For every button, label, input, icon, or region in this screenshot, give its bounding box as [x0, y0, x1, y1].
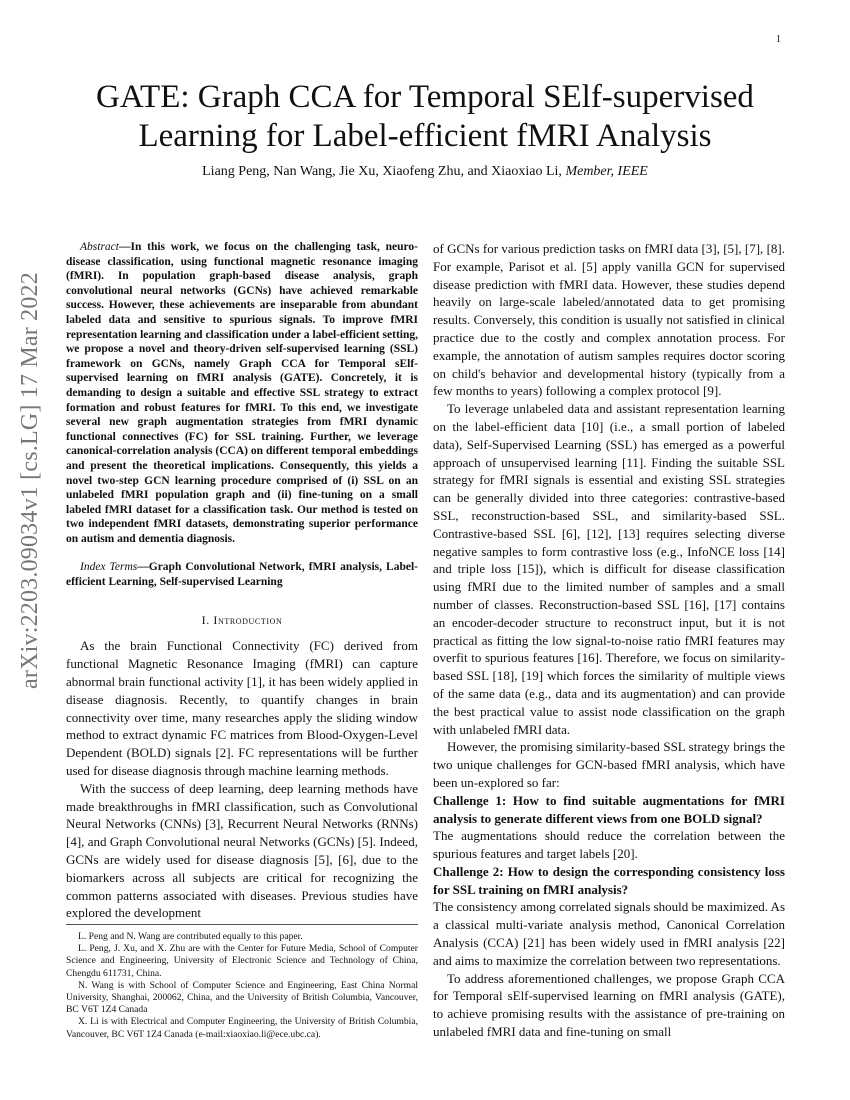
challenge-2-heading: Challenge 2: How to design the corresponding consistency loss for SSL training on fMRI analysis?: [433, 863, 785, 897]
footnote: X. Li is with Electrical and Computer Engineering, the University of British Columbia, Vancouver, BC V6T 1Z4 Canada (e-mail:xiaoxiao.li@ece.ubc.ca).: [66, 1016, 418, 1040]
page-number: 1: [776, 34, 781, 45]
footnote: L. Peng and N. Wang are contributed equally to this paper.: [78, 931, 303, 942]
paper-title: [60, 78, 790, 156]
challenge-1-text: The augmentations should reduce the correlation between the spurious features and target labels [20].: [433, 828, 785, 862]
intro-paragraph-1: As the brain Functional Connectivity (FC) derived from functional Magnetic Resonance Imaging (fMRI) can capture abnormal brain functional activity [1], it has been widely applied in disease diagnosis. Recently, to quantify changes in brain connectivity over time, many researches apply the sliding window method to extract dynamic FC matrices from Blood-Oxygen-Level Dependent (BOLD) signals [2]. FC representations will be further used for disease diagnosis through machine learning methods.: [66, 638, 418, 779]
body-paragraph-proposal: To address aforementioned challenges, we propose Graph CCA for Temporal sElf-supervised learning on fMRI analysis (GATE), to achieve promising results with the assistance of pre-training on unlabeled fMRI data and fine-tuning on small: [433, 970, 785, 1040]
body-paragraph-ssl: To leverage unlabeled data and assistant representation learning on the label-efficient data [10] (i.e., a small portion of labeled data), Self-Supervised Learning (SSL) has emerged as a powerful approach of unsupervised learning [11]. Finding the suitable SSL strategy for fMRI signals is essential and existing SSL strategies can be generally divided into three categories: contrastive-based SSL, reconstruction-based SSL, and similarity-based SSL. Contrastive-based SSL [6], [12], [13] requires selecting diverse negative samples to form contrastive loss (e.g., InfoNCE loss [14] and triple loss [15]), which is difficult for disease classification using fMRI due to the limited number of samples and a small number of classes. Reconstruction-based SSL [16], [17] contains an encoder-decoder structure to reconstruct input, but it is not practical as fitting the low signal-to-noise ratio fMRI features may overfit to spurious features [16]. Therefore, we focus on similarity-based SSL [18], [19] which forces the similarity of multiple views of the same data (e.g., data and its augmentation) and can provide the best practical value to assist node classification on the graph with unlabeled fMRI data.: [433, 401, 785, 737]
body-paragraph-challenges-intro: However, the promising similarity-based SSL strategy brings the two unique challenges for GCN-based fMRI analysis, which have been un-explored so far:: [433, 739, 785, 790]
left-column: [66, 240, 418, 922]
author-list: [60, 164, 790, 180]
abstract-text: —In this work, we focus on the challenging task, neuro-disease classification, using functional magnetic resonance imaging (fMRI). In population graph-based disease analysis, graph convolutional neural networks (GCNs) have achieved remarkable success. However, these achievements are inseparable from abundant labeled data and sensitive to spurious signals. To improve fMRI representation learning and classification under a label-efficient setting, we propose a novel and theory-driven self-supervised learning (SSL) framework on GCNs, namely Graph CCA for Temporal sElf-supervised learning on fMRI analysis (GATE). Concretely, it is demanding to design a suitable and effective SSL strategy to extract formation and robust features for fMRI. To this end, we investigate several new graph augmentation strategies from fMRI dynamic functional connectives (FC) for SSL training. Further, we leverage canonical-correlation analysis (CCA) on different temporal embeddings and present the theoretical implications. Consequently, this yields a novel two-step GCN learning procedure comprised of (i) SSL on an unlabeled fMRI population graph and (ii) fine-tuning on a small labeled fMRI dataset for a classification task. Our method is tested on two independent fMRI datasets, demonstrating superior performance on autism and dementia diagnosis.: [66, 241, 418, 545]
intro-paragraph-2: With the success of deep learning, deep learning methods have made breakthroughs in fMRI classification, such as Convolutional Neural Networks (CNNs) [3], Recurrent Neural Networks (RNNs) [4], and Graph Convolutional neural Networks (GCNs) [5]. Indeed, GCNs are widely used for disease diagnosis [5], [6], due to the biomarkers across all subjects are critical for recognizing the common patterns associated with diseases. Previous studies have explored the development: [66, 780, 418, 921]
author-names: Liang Peng, Nan Wang, Jie Xu, Xiaofeng Zhu, and Xiaoxiao Li,: [202, 164, 562, 179]
body-paragraph-continued: of GCNs for various prediction tasks on fMRI data [3], [5], [7], [8]. For example, Parisot et al. [5] apply vanilla GCN for supervised disease prediction with fMRI data. However, these studies depend heavily on large-scale labeled/annotated data to get promising results. Conversely, this condition is usually not satisfied in clinical practice due to the costly and complex annotation process. For example, the annotation of autism samples requires doctor scoring on child's behavior and developmental history (typically from a few months to years) following a complex protocol [9].: [433, 241, 785, 399]
title-line-1: GATE: Graph CCA for Temporal SElf-supervised: [96, 79, 754, 115]
challenge-1-heading: Challenge 1: How to find suitable augmentations for fMRI analysis to generate different views from one BOLD signal?: [433, 792, 785, 826]
section-number: I.: [201, 612, 210, 627]
right-column: [433, 240, 785, 1041]
section-title: Introduction: [213, 612, 283, 627]
abstract-label: Abstract: [80, 241, 119, 253]
index-terms: [66, 560, 418, 589]
challenge-2-text: The consistency among correlated signals should be maximized. As a classical multi-variate analysis method, Canonical Correlation Analysis (CCA) [21] has been widely used in fMRI analysis [22] and aims to maximize the correlation between two representations.: [433, 899, 785, 968]
author-membership: Member, IEEE: [565, 164, 648, 179]
index-terms-label: Index Terms: [80, 561, 138, 574]
arxiv-stamp: [10, 271, 50, 689]
title-line-2: Learning for Label-efficient fMRI Analysis: [138, 118, 712, 154]
abstract: [66, 240, 418, 546]
section-heading-introduction: [66, 612, 418, 630]
index-terms-text: —Graph Convolutional Network, fMRI analysis, Label-efficient Learning, Self-supervised Learning: [66, 561, 418, 589]
footnote: L. Peng, J. Xu, and X. Zhu are with the Center for Future Media, School of Computer Science and Engineering, University of Electronic Science and Technology of China, Chengdu 611731, China.: [66, 943, 418, 979]
footnote: N. Wang is with School of Computer Science and Engineering, East China Normal University, Shanghai, 200062, China, and the University of British Columbia, Vancouver, BC V6T 1Z4 Canada: [66, 979, 418, 1016]
footnotes: [66, 924, 418, 1041]
arxiv-stamp-text: arXiv:2203.09034v1 [cs.LG] 17 Mar 2022: [16, 271, 43, 689]
